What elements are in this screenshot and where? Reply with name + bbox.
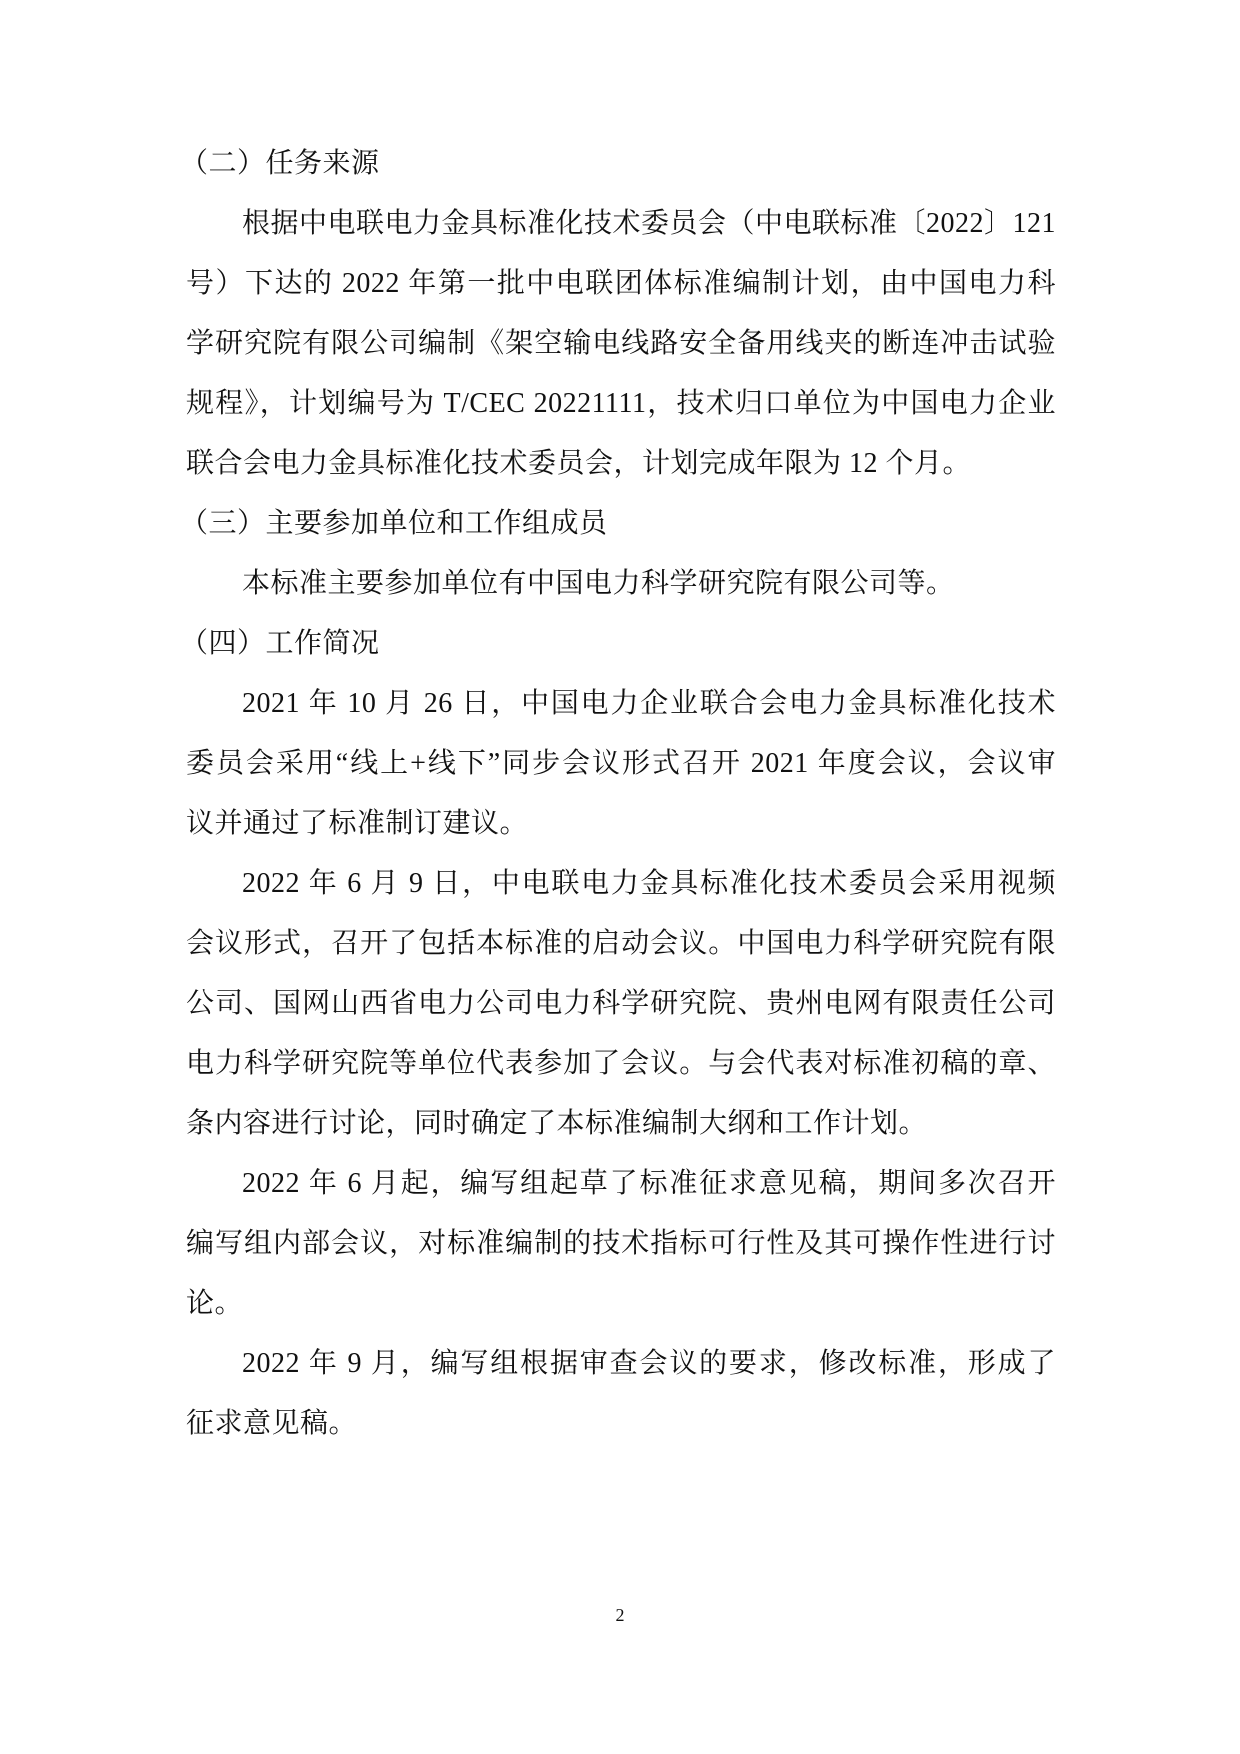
paragraph-line: 编写组内部会议，对标准编制的技术指标可行性及其可操作性进行讨 (186, 1228, 1056, 1259)
section-heading-participants: （三）主要参加单位和工作组成员 (180, 508, 608, 539)
section-heading-task-source: （二）任务来源 (180, 148, 380, 179)
paragraph-line: 条内容进行讨论，同时确定了本标准编制大纲和工作计划。 (186, 1108, 928, 1139)
section-heading-work-overview: （四）工作简况 (180, 628, 380, 659)
paragraph-line: 征求意见稿。 (186, 1408, 358, 1439)
paragraph-line: 委员会采用“线上+线下”同步会议形式召开 2021 年度会议，会议审 (186, 748, 1056, 779)
paragraph-line: 论。 (186, 1288, 244, 1319)
paragraph-line: 议并通过了标准制订建议。 (186, 808, 529, 839)
paragraph-line: 规程》，计划编号为 T/CEC 20221111，技术归口单位为中国电力企业 (186, 388, 1056, 419)
page-number: 2 (615, 1605, 625, 1625)
paragraph-line: 公司、国网山西省电力公司电力科学研究院、贵州电网有限责任公司 (186, 988, 1056, 1019)
paragraph-line: 根据中电联电力金具标准化技术委员会（中电联标准〔2022〕121 (242, 208, 1057, 239)
paragraph-line: 2022 年 6 月起，编写组起草了标准征求意见稿，期间多次召开 (242, 1168, 1056, 1199)
paragraph-line: 电力科学研究院等单位代表参加了会议。与会代表对标准初稿的章、 (186, 1048, 1056, 1079)
paragraph-line: 会议形式，召开了包括本标准的启动会议。中国电力科学研究院有限 (186, 928, 1056, 959)
paragraph-line: 2021 年 10 月 26 日，中国电力企业联合会电力金具标准化技术 (242, 688, 1056, 719)
paragraph-line: 号）下达的 2022 年第一批中电联团体标准编制计划，由中国电力科 (186, 268, 1056, 299)
paragraph-line: 联合会电力金具标准化技术委员会，计划完成年限为 12 个月。 (186, 448, 972, 479)
paragraph-line: 学研究院有限公司编制《架空输电线路安全备用线夹的断连冲击试验 (186, 328, 1056, 359)
paragraph-line: 本标准主要参加单位有中国电力科学研究院有限公司等。 (242, 568, 955, 599)
paragraph-line: 2022 年 6 月 9 日，中电联电力金具标准化技术委员会采用视频 (242, 868, 1056, 899)
paragraph-line: 2022 年 9 月，编写组根据审查会议的要求，修改标准，形成了 (242, 1348, 1056, 1379)
